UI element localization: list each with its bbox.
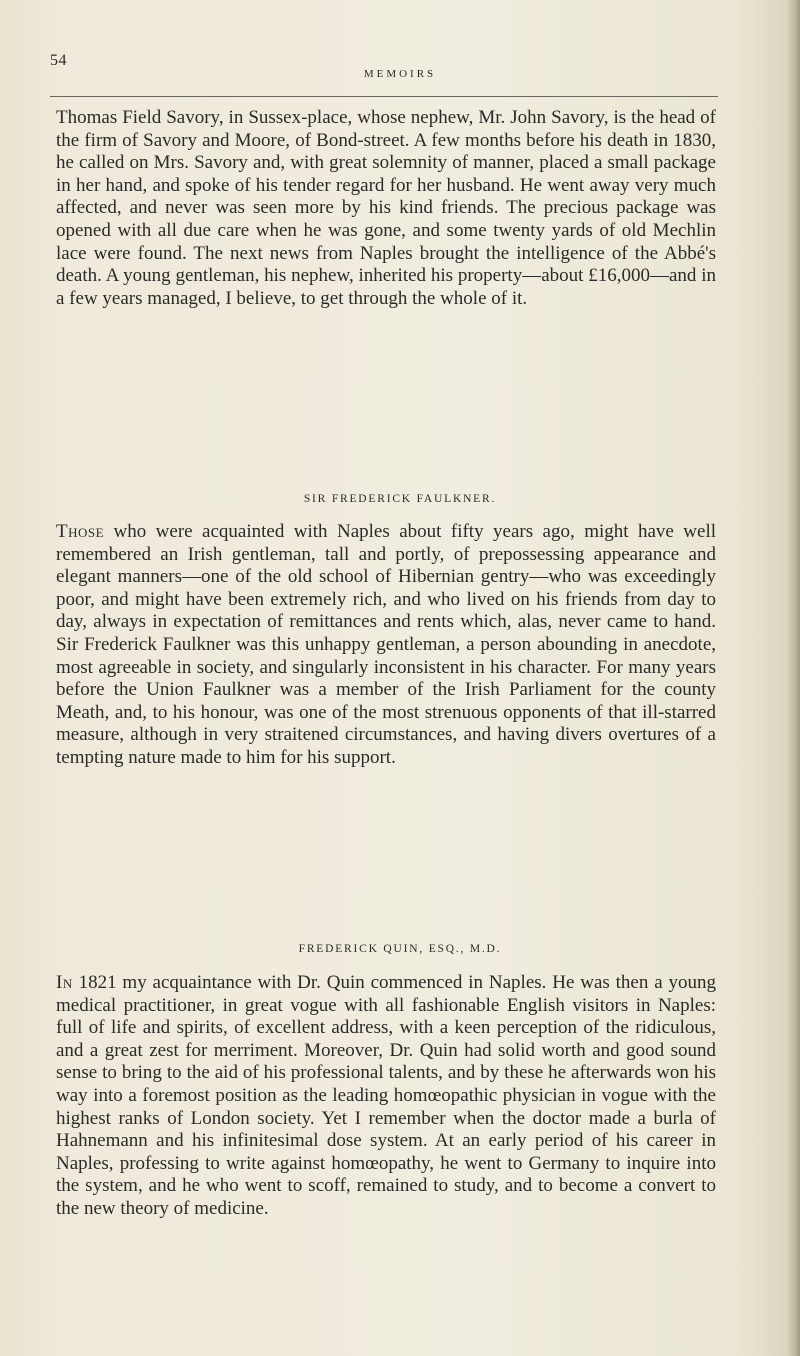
running-head: MEMOIRS: [363, 68, 437, 80]
section-heading-quin: FREDERICK QUIN, ESQ., M.D.: [298, 943, 502, 955]
paragraph-lead-word: In: [56, 972, 73, 993]
paragraph-faulkner: [56, 521, 716, 770]
paragraph-body: who were acquainted with Naples about fifty years ago, might have well remembered an Irish gentleman, tall and portly, of prepossessing appearance and elegant manners—one of the old school of Hibernian gentry—who was exceedingly poor, and might have been extremely rich, and who lived on his friends from day to day, always in expectation of remittances and rents which, alas, never came to hand. Sir Frederick Faulkner was this unhappy gentleman, a person abounding in anecdote, most agreeable in society, and singularly inconsistent in his character. For many years before the Union Faulkner was a member of the Irish Parliament for the county Meath, and, to his honour, was one of the most strenuous opponents of that ill-starred measure, although in very straitened circumstances, and having divers overtures of a tempting nature made to him for his support.: [56, 521, 716, 768]
header-rule: [50, 96, 718, 97]
paragraph-quin: [56, 972, 716, 1221]
paragraph-body: 1821 my acquaintance with Dr. Quin commenced in Naples. He was then a young medical practitioner, in great vogue with all fashionable English visitors in Naples: full of life and spirits, of excellent address, with a keen perception of the ridiculous, and a great zest for merriment. Moreover, Dr. Quin had solid worth and good sound sense to bring to the aid of his professional talents, and by these he afterwards won his way into a foremost position as the leading homœopathic physician in vogue with the highest ranks of London society. Yet I remember when the doctor made a burla of Hahnemann and his infinitesimal dose system. At an early period of his career in Naples, professing to write against homœopathy, he went to Germany to inquire into the system, and he who went to scoff, remained to study, and to become a convert to the new theory of medicine.: [56, 972, 716, 1219]
section-heading-faulkner: SIR FREDERICK FAULKNER.: [303, 493, 497, 505]
paragraph-savory: Thomas Field Savory, in Sussex-place, whose nephew, Mr. John Savory, is the head of the firm of Savory and Moore, of Bond-street. A few months before his death in 1830, he called on Mrs. Savory and, with great solemnity of manner, placed a small package in her hand, and spoke of his tender regard for her husband. He went away very much affected, and never was seen more by his kind friends. The precious package was opened with all due care when he was gone, and some twenty yards of old Mechlin lace were found. The next news from Naples brought the intelligence of the Abbé's death. A young gentleman, his nephew, inherited his property—about £16,000—and in a few years managed, I believe, to get through the whole of it.: [56, 107, 716, 309]
paragraph-lead-word: Those: [56, 521, 105, 542]
page-edge-shadow: [786, 0, 800, 1356]
page-number: 54: [50, 52, 67, 69]
